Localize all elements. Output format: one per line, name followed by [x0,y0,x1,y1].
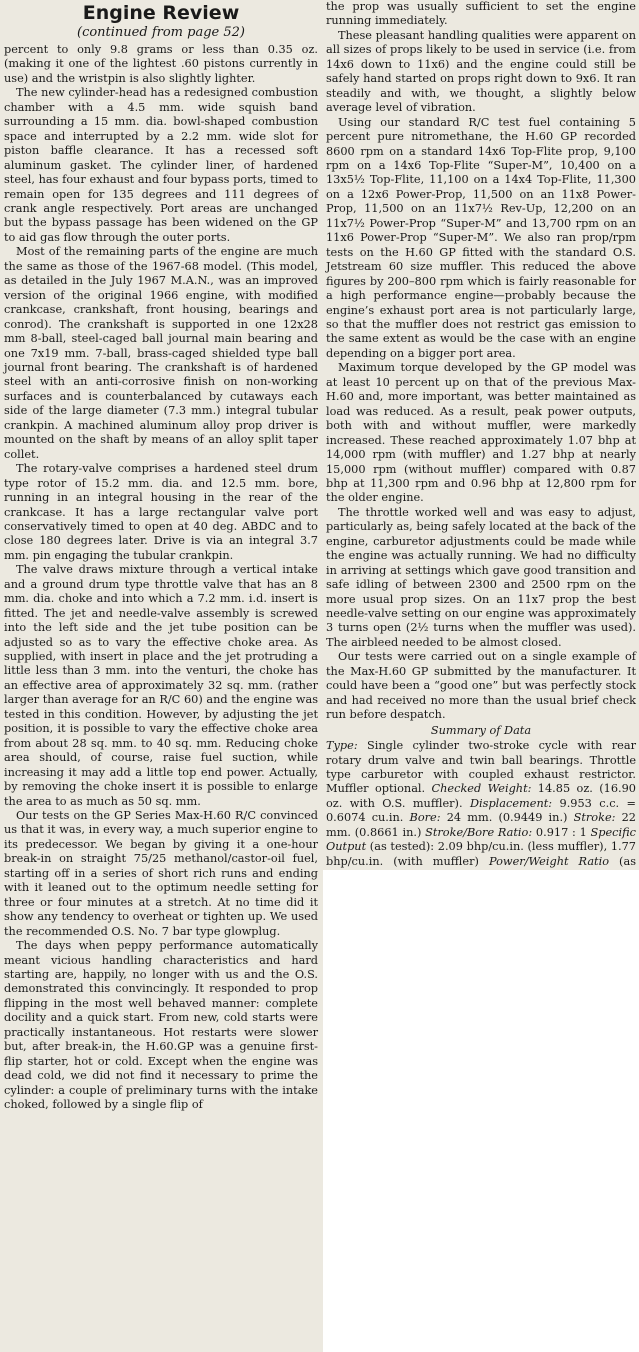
summary-label: Stroke: [573,811,616,825]
summary-value: 22 mm. (0.8661 in.) [326,811,636,839]
continuation-note: (continued from page 52) [77,25,245,40]
summary-value: Single cylinder two-stroke cycle with rear rotary drum valve and twin ball bearings. Throttle type carburetor with coupled exhaust restrictor. Muffler optional. [326,739,636,796]
paragraph: Our tests were carried out on a single example of the Max-H.60 GP submitted by the manufacturer. It could have been a “good one” but was perfectly stock and had received no more than the usual brief check run before despatch. [326,650,636,722]
article-title: Engine Review [82,2,240,24]
summary-title: Summary of Data [430,723,532,737]
summary-label: Specific Output [326,825,636,854]
paragraph: Most of the remaining parts of the engine are much the same as those of the 1967-68 model. (This model, as detailed in the July 1967 M.A.N., was an improved version of the original 1966 engine, with modified crankcase, crankshaft, front housing, bearings and conrod). The crankshaft is supported in one 12x28 mm 8-ball, steel-caged ball journal main bearing and one 7x19 mm. 7-ball, brass-caged shielded type ball journal front bearing. The crankshaft is of hardened steel with an anti-corrosive finish on non-working surfaces and is counterbalanced by cutaways each side of the large diameter (7.3 mm.) integral tubular crankpin. A machined aluminum alloy prop driver is mounted on the shaft by means of an alloy split taper collet. [4,245,318,461]
summary-label: Checked Weight: [431,782,532,796]
paragraph: The valve draws mixture through a vertical intake and a ground drum type throttle valve that has an 8 mm. dia. choke and into which a 7.2 mm. i.d. insert is fitted. The jet and needle-valve assembly is screwed into the left side and the jet tube position can be adjusted so as to vary the effective choke area. As supplied, with insert in place and the jet protruding a little less than 3 mm. into the venturi, the choke has an effective area of approximately 32 sq. mm. (rather larger than average for an R/C 60) and the engine was tested in this condition. However, by adjusting the jet position, it is possible to vary the effective choke area from about 28 sq. mm. to 40 sq. mm. Reducing choke area should, of course, raise fuel suction, while increasing it may add a little top end power. Actually, by removing the choke insert it is possible to enlarge the area to as much as 50 sq. mm. [4,563,318,808]
paragraph: percent to only 9.8 grams or less than 0.35 oz. (making it one of the lightest .60 pistons currently in use) and the wristpin is also slightly lighter. [4,43,318,85]
left-column [4,0,318,1113]
blank-page-area [323,870,639,1352]
summary-value: (as [619,854,636,868]
summary-label: Bore: [409,811,441,825]
paragraph: The days when peppy performance automatically meant vicious handling characteristics and hard starting are, happily, no longer with us and the O.S. demonstrated this convincingly. It responded to prop flipping in the most well behaved manner: complete docility and a quick start. From new, cold starts were practically instantaneous. Hot restarts were slower but, after break-in, the H.60.GP was a genuine first-flip starter, hot or cold. Except when the engine was dead cold, we did not find it necessary to prime the cylinder: a couple of preliminary turns with the intake choked, followed by a single flip of [4,939,318,1112]
paragraph: The new cylinder-head has a redesigned combustion chamber with a 4.5 mm. wide squish band surrounding a 15 mm. dia. bowl-shaped combustion space and interrupted by a 2.2 mm. wide slot for piston baffle clearance. It has a recessed soft aluminum gasket. The cylinder liner, of hardened steel, has four exhaust and four bypass ports, timed to remain open for 135 degrees and 111 degrees of crank angle respectively. Port areas are unchanged but the bypass passage has been widened on the GP to aid gas flow through the outer ports. [4,86,318,244]
paragraph: the prop was usually sufficient to set the engine running immediately. [326,0,636,28]
summary-value: 14.85 oz. (16.90 oz. with O.S. muffler). [326,782,636,810]
summary-value: 24 mm. (0.9449 in.) [440,811,574,825]
paragraph: The rotary-valve comprises a hardened steel drum type rotor of 15.2 mm. dia. and 12.5 mm. bore, running in an integral housing in the rear of the crankcase. It has a large rectangular valve port conservatively timed to open at 40 deg. ABDC and to close 180 degrees later. Drive is via an integral 3.7 mm. pin engaging the tubular crankpin. [4,462,318,562]
summary-label: Displacement: [469,796,553,810]
summary-label: Power/Weight Ratio [488,854,610,868]
paragraph: Our tests on the GP Series Max-H.60 R/C convinced us that it was, in every way, a much superior engine to its predecessor. We began by giving it a one-hour break-in on straight 75/25 methanol/castor-oil fuel, starting off in a series of short rich runs and ending with it leaned out to the optimum needle setting for three or four minutes at a stretch. At no time did it show any tendency to overheat or tighten up. We used the recommended O.S. No. 7 bar type glowplug. [4,809,318,938]
summary-value: (as tested): 2.09 bhp/cu.in. (less muffler), 1.77 bhp/cu.in. (with muffler) [326,840,636,868]
paragraph: Maximum torque developed by the GP model was at least 10 percent up on that of the previous Max-H.60 and, more important, was better maintained as load was reduced. As a result, peak power outputs, both with and without muffler, were markedly increased. These reached approximately 1.07 bhp at 14,000 rpm (with muffler) and 1.27 bhp at nearly 15,000 rpm (without muffler) compared with 0.87 bhp at 11,300 rpm and 0.96 bhp at 12,800 rpm for the older engine. [326,361,636,505]
paragraph: Using our standard R/C test fuel containing 5 percent pure nitromethane, the H.60 GP recorded 8600 rpm on a standard 14x6 Top-Flite prop, 9,100 rpm on a 14x6 Top-Flite “Super-M”, 10,400 on a 13x5½ Top-Flite, 11,100 on a 14x4 Top-Flite, 11,300 on a 12x6 Power-Prop, 11,500 on an 11x8 Power-Prop, 11,500 on an 11x7½ Rev-Up, 12,200 on an 11x7½ Power-Prop “Super-M” and 13,700 rpm on an 11x6 Power-Prop “Super-M”. We also ran prop/rpm tests on the H.60 GP fitted with the standard O.S. Jetstream 60 size muffler. This reduced the above figures by 200–800 rpm which is fairly reasonable for a high performance engine—probably because the engine’s exhaust port area is not particularly large, so that the muffler does not restrict gas emission to the same extent as would be the case with an engine depending on a bigger port area. [326,115,636,360]
summary-label: Stroke/Bore Ratio: [425,825,533,839]
right-column [326,0,636,941]
summary-value: 9.953 c.c. = 0.6074 cu.in. [326,796,636,825]
paragraph: The throttle worked well and was easy to adjust, particularly as, being safely located at the back of the engine, carburetor adjustments could be made while the engine was actually running. We had no difficulty in arriving at settings which gave good transition and safe idling of between 2300 and 2500 rpm on the more usual prop sizes. On an 11x7 prop the best needle-valve setting on our engine was approximately 3 turns open (2½ turns when the muffler was used). The airbleed needed to be almost closed. [326,505,636,649]
article-header [4,2,318,41]
summary-value: 0.917 : 1 [532,825,591,839]
paragraph: These pleasant handling qualities were apparent on all sizes of props likely to be used in service (i.e. from 14x6 down to 11x6) and the engine could still be safely hand started on props right down to 9x6. It ran steadily and with, we thought, a slightly below average level of vibration. [326,28,636,115]
summary-label: Type: [326,739,358,753]
